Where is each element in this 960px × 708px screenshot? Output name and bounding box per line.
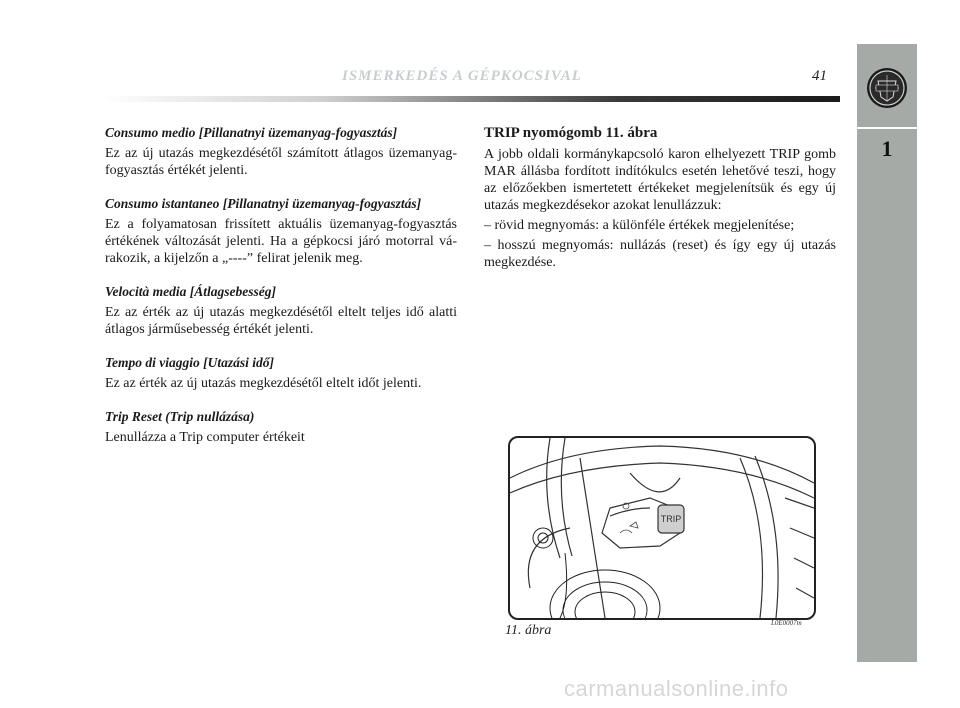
section-velocita-media [105, 283, 457, 338]
section-consumo-istantaneo [105, 195, 457, 267]
trip-item-long-press: – hosszú megnyomás: nullázás (reset) és így egy új utazás megkezdése. [484, 238, 836, 270]
trip-item-short-press: – rövid megnyomás: a különféle értékek megjelenítése; [484, 218, 795, 233]
header-rule [100, 96, 840, 102]
section-consumo-medio [105, 124, 457, 179]
section-body: Ez a folyamatosan frissített aktuális üzemanyag-fogyasztás értékének változását jelenti. Ha a gépkocsi járó motorral vá-rakozik, a kijelzőn a „----” felirat jelenik meg. [105, 217, 457, 266]
left-column [105, 124, 457, 462]
page-number: 41 [812, 68, 827, 84]
sidebar-separator [857, 127, 917, 129]
section-body: Ez az új utazás megkezdésétől számított átlagos üzemanyag-fogyasztás értékét jelenti. [105, 146, 457, 178]
trip-section-title: TRIP nyomógomb 11. ábra [484, 125, 658, 141]
section-body: Ez az érték az új utazás megkezdésétől eltelt időt jelenti. [105, 376, 422, 391]
watermark: carmanualsonline.info [564, 676, 789, 701]
trip-button-label: TRIP [660, 514, 682, 524]
section-heading: Consumo medio [Pillanatnyi üzemanyag-fogyasztás] [105, 125, 398, 140]
chapter-number: 1 [881, 136, 893, 161]
section-heading: Velocità media [Átlagsebesség] [105, 284, 276, 299]
steering-column-illustration [510, 438, 814, 618]
section-body: Ez az érték az új utazás megkezdésétől eltelt teljes idő alatti átlagos járműsebesség értékét jelenti. [105, 305, 457, 337]
trip-intro: A jobb oldali kormánykapcsoló karon elhelyezett TRIP gomb MAR állásba fordított indítókulcs esetén lehetővé teszi, hogy az előzőekben ismertetett értékeket megjelenítsük és egy új utazás megkezdésekor azokat lenullázzuk: [484, 147, 836, 213]
section-tempo-di-viaggio [105, 354, 457, 392]
section-heading: Consumo istantaneo [Pillanatnyi üzemanyag-fogyasztás] [105, 196, 422, 211]
figure-trip-button [508, 436, 816, 620]
figure-caption: 11. ábra [505, 623, 552, 638]
lancia-logo-icon [866, 67, 908, 109]
section-heading: Tempo di viaggio [Utazási idő] [105, 355, 274, 370]
figure-code: L0E0007m [771, 619, 802, 627]
section-trip-reset [105, 408, 457, 446]
header-title: ISMERKEDÉS A GÉPKOCSIVAL [342, 68, 582, 84]
right-column [484, 124, 836, 271]
section-heading: Trip Reset (Trip nullázása) [105, 409, 255, 424]
section-body: Lenullázza a Trip computer értékeit [105, 430, 305, 445]
